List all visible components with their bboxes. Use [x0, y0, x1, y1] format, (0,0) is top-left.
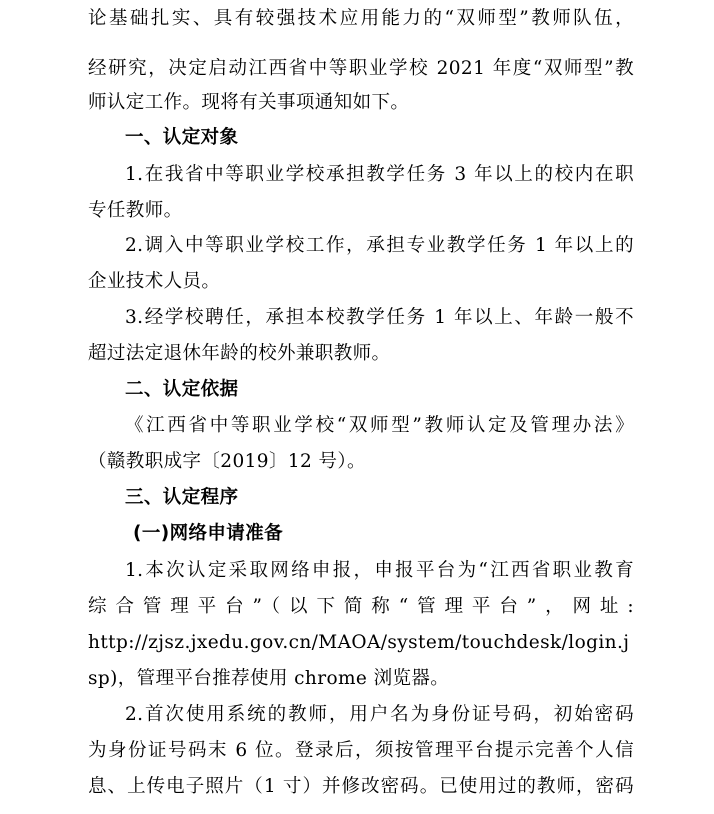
body-line: 专任教师。 — [88, 200, 183, 221]
body-line: 1.本次认定采取网络申报，申报平台为“江西省职业教育 — [125, 560, 634, 581]
url-line: http://zjsz.jxedu.gov.cn/MAOA/system/touchdesk/login.j — [88, 632, 630, 653]
body-line: 息、上传电子照片（1 寸）并修改密码。已使用过的教师，密码 — [88, 776, 634, 797]
section-heading-3: 三、认定程序 — [125, 487, 239, 508]
body-line: （赣教职成字〔2019〕12 号）。 — [88, 451, 366, 472]
body-line: 企业技术人员。 — [88, 271, 221, 292]
body-line: 《江西省中等职业学校“双师型”教师认定及管理办法》 — [125, 415, 634, 436]
body-line: 2.首次使用系统的教师，用户名为身份证号码，初始密码 — [125, 704, 634, 725]
body-line: 2.调入中等职业学校工作，承担专业教学任务 1 年以上的 — [125, 235, 634, 256]
body-line: sp)，管理平台推荐使用 chrome 浏览器。 — [88, 668, 450, 689]
section-heading-1: 一、认定对象 — [125, 127, 239, 148]
section-heading-2: 二、认定依据 — [125, 379, 239, 400]
body-line: 超过法定退休年龄的校外兼职教师。 — [88, 343, 391, 364]
body-line: 1.在我省中等职业学校承担教学任务 3 年以上的校内在职 — [125, 164, 634, 185]
body-line: 师认定工作。现将有关事项通知如下。 — [88, 92, 410, 113]
subsection-heading: (一)网络申请准备 — [133, 523, 284, 544]
body-line: 经研究，决定启动江西省中等职业学校 2021 年度“双师型”教 — [88, 58, 634, 79]
body-line: 论基础扎实、具有较强技术应用能力的“双师型”教师队伍， — [88, 8, 634, 29]
body-line: 为身份证号码末 6 位。登录后，须按管理平台提示完善个人信 — [88, 740, 634, 761]
body-line: 3.经学校聘任，承担本校教学任务 1 年以上、年龄一般不 — [125, 307, 634, 328]
body-line: 综合管理平台”（以下简称“管理平台”，网址: — [88, 596, 634, 617]
